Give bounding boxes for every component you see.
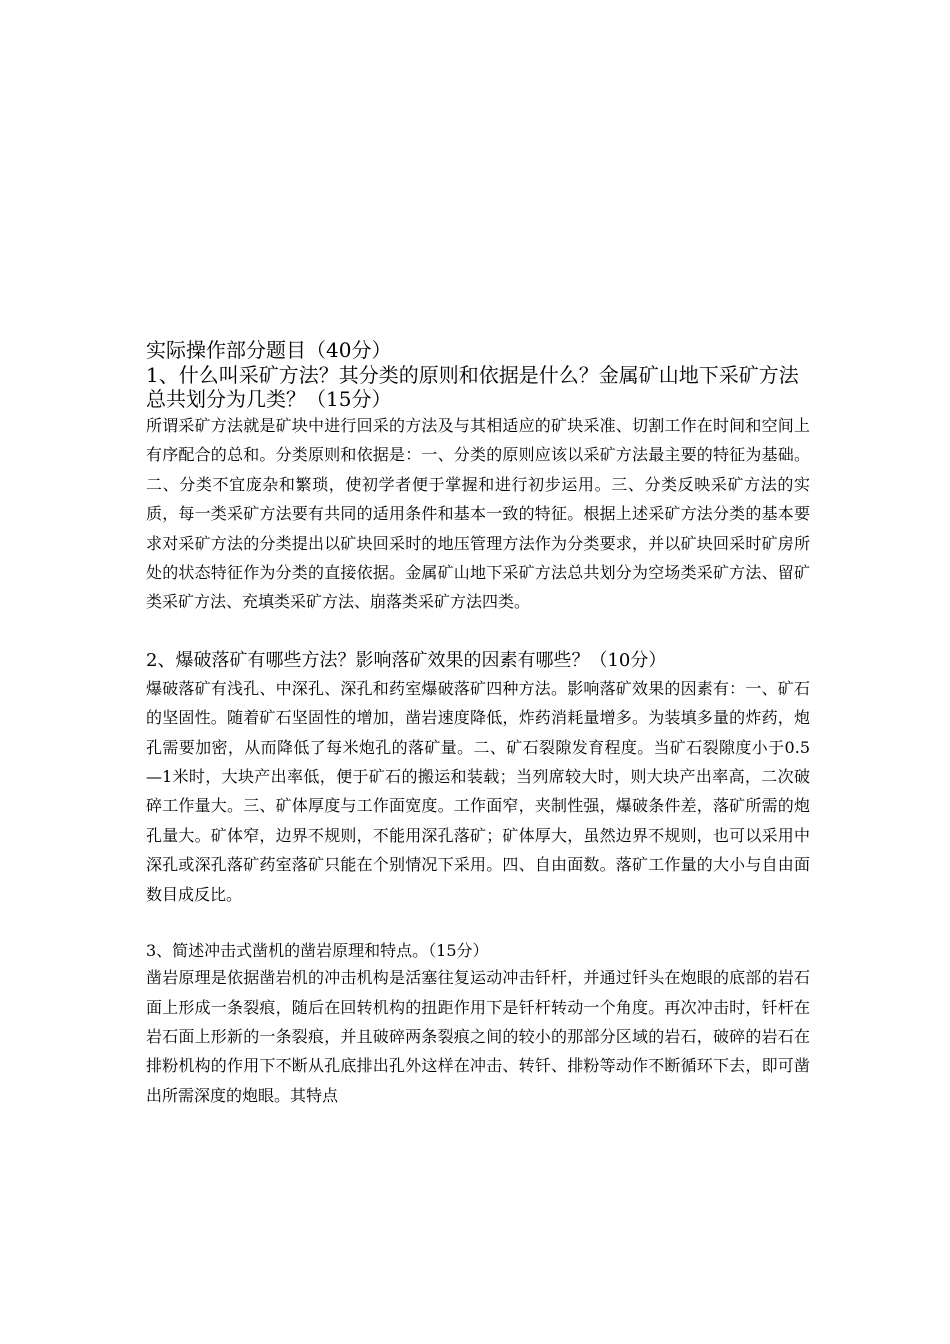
question-3: 3、简述冲击式凿机的凿岩原理和特点。（15分） [146, 941, 489, 961]
question-2: 2、爆破落矿有哪些方法？影响落矿效果的因素有哪些？（10分） [146, 649, 667, 671]
answer-3: 凿岩原理是依据凿岩机的冲击机构是活塞往复运动冲击钎杆，并通过钎头在炮眼的底部的岩石面上形成一条裂痕，随后在回转机构的扭距作用下是钎杆转动一个角度。再次冲击时，钎杆在岩石面上形新的一条裂痕，并且破碎两条裂痕之间的较小的那部分区域的岩石，破碎的岩石在排粉机构的作用下不断从孔底排出孔外这样在冲击、转钎、排粉等动作不断循环下去，即可凿出所需深度的炮眼。其特点 [146, 968, 810, 1105]
question-1: 1、什么叫采矿方法？其分类的原则和依据是什么？金属矿山地下采矿方法总共划分为几类？（15分） [146, 363, 799, 411]
document-page [146, 338, 810, 1110]
section-title: 实际操作部分题目（40分） [146, 338, 392, 362]
answer-2: 爆破落矿有浅孔、中深孔、深孔和药室爆破落矿四种方法。影响落矿效果的因素有：一、矿石的坚固性。随着矿石坚固性的增加，凿岩速度降低，炸药消耗量增多。为装填多量的炸药，炮孔需要加密，从而降低了每米炮孔的落矿量。二、矿石裂隙发育程度。当矿石裂隙度小于0.5—1米时，大块产出率低，便于矿石的搬运和装载；当列席较大时，则大块产出率高，二次破碎工作量大。三、矿体厚度与工作面宽度。工作面窄，夹制性强，爆破条件差，落矿所需的炮孔量大。矿体窄，边界不规则，不能用深孔落矿；矿体厚大，虽然边界不规则，也可以采用中深孔或深孔落矿药室落矿只能在个别情况下采用。四、自由面数。落矿工作量的大小与自由面数目成反比。 [146, 678, 810, 904]
paragraph-gap [146, 909, 810, 939]
paragraph-gap [146, 617, 810, 648]
answer-1: 所谓采矿方法就是矿块中进行回采的方法及与其相适应的矿块采准、切割工作在时间和空间上有序配合的总和。分类原则和依据是：一、分类的原则应该以采矿方法最主要的特征为基础。二、分类不宜庞杂和繁琐，使初学者便于掌握和进行初步运用。三、分类反映采矿方法的实质，每一类采矿方法要有共同的适用条件和基本一致的特征。根据上述采矿方法分类的基本要求对采矿方法的分类提出以矿块回采时的地压管理方法作为分类要求，并以矿块回采时矿房所处的状态特征作为分类的直接依据。金属矿山地下采矿方法总共划分为空场类采矿方法、留矿类采矿方法、充填类采矿方法、崩落类采矿方法四类。 [146, 416, 810, 612]
